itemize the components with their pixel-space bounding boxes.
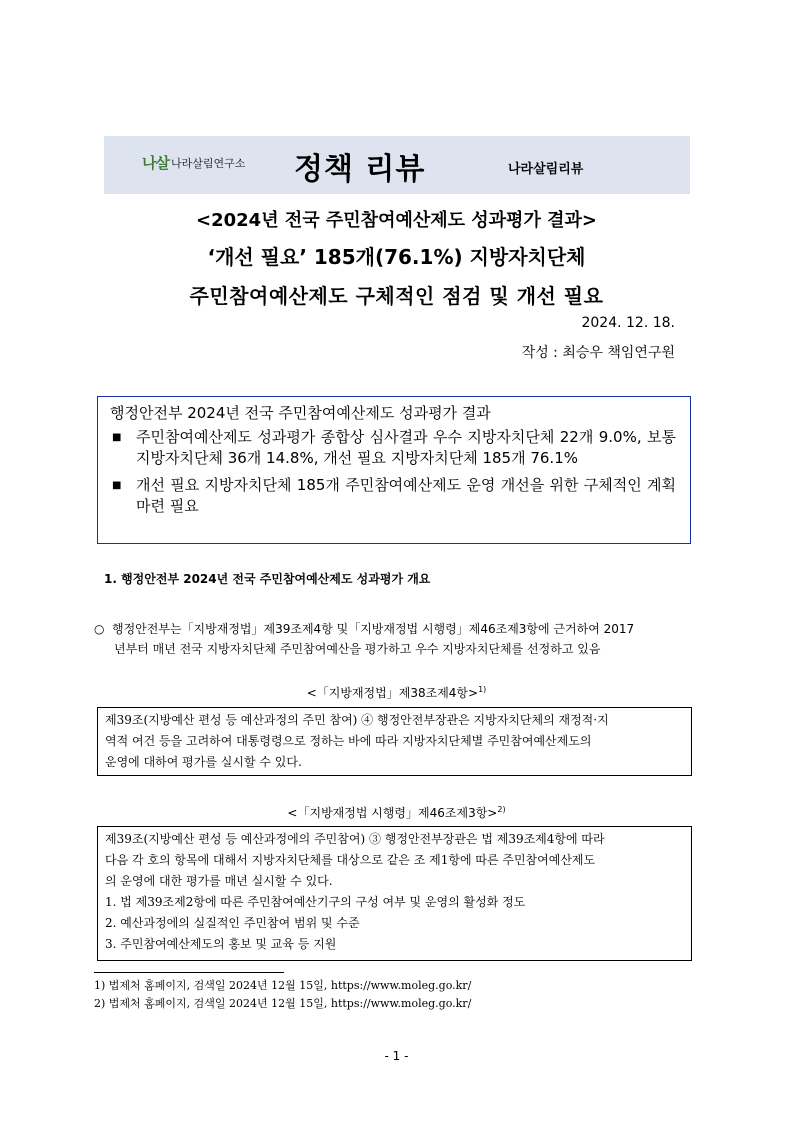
summary-heading: 행정안전부 2024년 전국 주민참여예산제도 성과평가 결과 — [110, 404, 491, 422]
header-banner — [104, 136, 690, 194]
footnote-ref: 1) — [478, 685, 487, 694]
square-bullet-icon: ■ — [112, 480, 122, 491]
footnote: 1) 법제처 홈페이지, 검색일 2024년 12월 15일, https://www.moleg.go.kr/ — [94, 979, 472, 992]
footnote-ref: 2) — [497, 805, 506, 814]
law-quote-box-2 — [97, 826, 692, 961]
series-name: 나라살림리뷰 — [508, 162, 584, 177]
law-line: 제39조(지방예산 편성 등 예산과정의 주민 참여) ④ 행정안전부장관은 지방자치단체의 재정적·지 — [105, 713, 609, 727]
paragraph-line: 년부터 매년 전국 지방자치단체 주민참여예산을 평가하고 우수 지방자치단체를 선정하고 있음 — [114, 642, 601, 656]
title-line-3: 주민참여예산제도 구체적인 점검 및 개선 필요 — [189, 284, 604, 308]
logo-mark: 나살 — [142, 154, 169, 172]
caption-text: <「지방재정법」제38조제4항> — [306, 686, 479, 700]
logo — [142, 152, 245, 173]
section-paragraph — [94, 619, 700, 659]
caption-text: <「지방재정법 시행령」제46조제3항> — [287, 806, 498, 820]
footnote: 2) 법제처 홈페이지, 검색일 2024년 12월 15일, https://www.moleg.go.kr/ — [94, 997, 472, 1010]
section-heading: 1. 행정안전부 2024년 전국 주민참여예산제도 성과평가 개요 — [104, 572, 431, 586]
law-caption-1 — [0, 684, 793, 701]
law-line: 다음 각 호의 항목에 대해서 지방자치단체를 대상으로 같은 조 제1항에 따른 주민참여예산제도 — [105, 853, 596, 867]
publication-date: 2024. 12. 18. — [581, 315, 675, 331]
law-line: 제39조(지방예산 편성 등 예산과정에의 주민참여) ③ 행정안전부장관은 법 제39조제4항에 따라 — [105, 832, 605, 846]
logo-text: 나라살림연구소 — [170, 156, 246, 170]
summary-item-text: 주민참여예산제도 성과평가 종합상 심사결과 우수 지방자치단체 22개 9.0%, 보통 지방자치단체 36개 14.8%, 개선 필요 지방자치단체 185개 76.1% — [136, 428, 676, 467]
law-line: 의 운영에 대한 평가를 매년 실시할 수 있다. — [105, 874, 333, 888]
title-line-2: ‘개선 필요’ 185개(76.1%) 지방자치단체 — [207, 245, 586, 269]
summary-item — [110, 427, 676, 469]
title-line-1: <2024년 전국 주민참여예산제도 성과평가 결과> — [196, 210, 597, 231]
page-number: - 1 - — [384, 1049, 409, 1063]
summary-item-text: 개선 필요 지방자치단체 185개 주민참여예산제도 운영 개선을 위한 구체적인 계획 마련 필요 — [136, 476, 676, 515]
law-line: 역적 여건 등을 고려하여 대통령령으로 정하는 바에 따라 지방자치단체별 주민참여예산제도의 — [105, 734, 592, 748]
law-caption-2 — [0, 804, 793, 821]
summary-item — [110, 475, 676, 517]
banner-title: 정책 리뷰 — [294, 152, 426, 187]
author-line: 작성 : 최승우 책임연구원 — [521, 345, 675, 361]
law-line: 1. 법 제39조제2항에 따른 주민참여예산기구의 구성 여부 및 운영의 활성화 정도 — [105, 895, 526, 909]
footnote-divider — [94, 972, 284, 973]
law-line: 운영에 대하여 평가를 실시할 수 있다. — [105, 755, 302, 769]
summary-list — [110, 427, 676, 523]
square-bullet-icon: ■ — [112, 432, 122, 443]
paragraph-line — [94, 619, 700, 639]
paragraph-text: 행정안전부는「지방재정법」제39조제4항 및「지방재정법 시행령」제46조제3항에 근거하여 2017 — [112, 622, 635, 636]
summary-box — [97, 396, 691, 544]
law-line: 3. 주민참여예산제도의 홍보 및 교육 등 지원 — [105, 937, 337, 951]
circle-bullet-icon: ○ — [94, 622, 105, 636]
law-quote-box-1 — [97, 707, 692, 776]
law-line: 2. 예산과정에의 실질적인 주민참여 범위 및 수준 — [105, 916, 360, 930]
